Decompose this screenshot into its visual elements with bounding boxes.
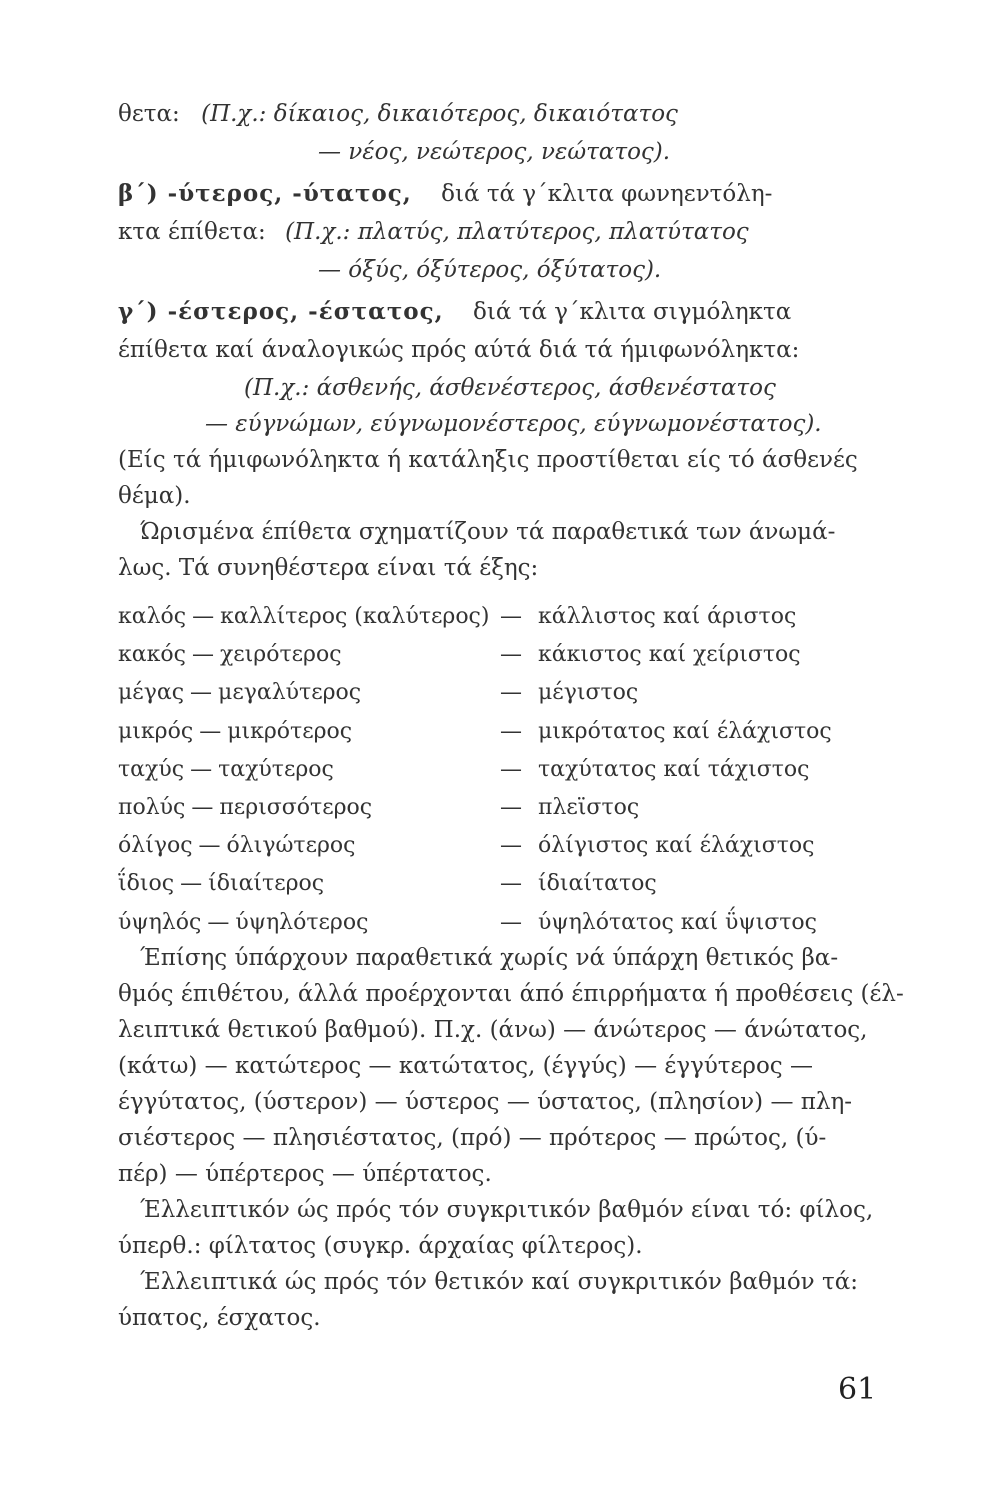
text-line (118, 218, 749, 246)
paragraph-line: ύπερθ.: φίλτατος (συγκρ. άρχαίας φίλτερος). (118, 1233, 643, 1259)
positive-degree: καλός (118, 604, 187, 629)
superlative-degree: μέγιστος (538, 680, 639, 706)
text-line (118, 180, 772, 208)
paragraph-line: θμός έπιθέτου, άλλά προέρχονται άπό έπιρρήματα ή προθέσεις (έλ- (118, 981, 904, 1007)
dash-separator: — (191, 795, 214, 820)
paragraph-line: Έπίσης ύπάρχουν παραθετικά χωρίς νά ύπάρχη θετικός βα- (140, 945, 839, 971)
dash-separator: — (500, 680, 522, 706)
dash-separator: — (190, 756, 213, 782)
superlative-degree: κάκιστος καί χείριστος (538, 642, 801, 668)
table-row (118, 833, 878, 861)
dash-separator: — (207, 909, 230, 935)
example-line: — εύγνώμων, εύγνωμονέστερος, εύγνωμονέστατος). (205, 411, 822, 437)
paragraph-line: λειπτικά θετικού βαθμού). Π.χ. (άνω) — άνώτερος — άνώτατος, (118, 1017, 868, 1043)
comparative-degree: ίδιαίτερος (208, 871, 325, 897)
example-line: (Π.χ.: άσθενής, άσθενέστερος, άσθενέστατος (244, 375, 776, 401)
line-segment: διά τά γ΄κλιτα σιγμόληκτα (472, 299, 792, 325)
positive-degree: ύψηλός (118, 909, 202, 935)
line-segment: θετα: (118, 101, 180, 127)
comparative-degree: όλιγώτερος (226, 833, 356, 859)
paragraph-line: Έλλειπτικά ώς πρός τόν θετικόν καί συγκριτικόν βαθμόν τά: (140, 1269, 858, 1295)
example-text: (Π.χ.: δίκαιος, δικαιότερος, δικαιότατος (201, 101, 678, 127)
dash-separator: — (500, 718, 522, 744)
superlative-degree: ίδιαίτατος (538, 871, 657, 897)
comparative-degree: μικρότερος (227, 718, 353, 744)
dash-separator: — (500, 604, 522, 629)
paragraph-line: ύπατος, έσχατος. (118, 1305, 321, 1331)
ending-heading: γ΄) -έστερος, -έστατος, (118, 298, 444, 325)
superlative-degree: ύψηλότατος καί ΰψιστος (538, 909, 817, 935)
superlative-degree: ταχύτατος καί τάχιστος (538, 756, 810, 782)
paragraph-line: σιέστερος — πλησιέστατος, (πρό) — πρότερος — πρώτος, (ύ- (118, 1125, 827, 1151)
comparative-degree: καλλίτερος (καλύτερος) (220, 604, 490, 629)
positive-degree: ΐδιος (118, 871, 175, 897)
ending-heading: β΄) -ύτερος, -ύτατος, (118, 180, 412, 207)
text-line: έπίθετα καί άναλογικώς πρός αύτά διά τά ήμιφωνόληκτα: (118, 337, 800, 363)
dash-separator: — (500, 909, 522, 935)
line-segment: κτα έπίθετα: (118, 219, 266, 245)
dash-separator: — (500, 795, 522, 820)
paragraph-line: Έλλειπτικόν ώς πρός τόν συγκριτικόν βαθμόν είναι τό: φίλος, (140, 1197, 874, 1223)
table-row (118, 910, 878, 938)
dash-separator: — (198, 833, 221, 859)
superlative-degree: όλίγιστος καί έλάχιστος (538, 833, 815, 859)
text-line (118, 100, 678, 128)
superlative-degree: μικρότατος καί έλάχιστος (538, 718, 832, 744)
dash-separator: — (500, 756, 522, 782)
example-line: — όξύς, όξύτερος, όξύτατος). (318, 257, 662, 283)
line-segment: διά τά γ΄κλιτα φωνηεντόλη- (441, 181, 773, 207)
text-line: Ώρισμένα έπίθετα σχηματίζουν τά παραθετικά των άνωμά- (140, 519, 836, 545)
comparative-degree: περισσότερος (219, 795, 373, 820)
superlative-degree: πλεϊστος (538, 795, 640, 820)
paragraph-line: (κάτω) — κατώτερος — κατώτατος, (έγγύς) — έγγύτερος — (118, 1053, 813, 1079)
dash-separator: — (500, 871, 522, 897)
dash-separator: — (500, 642, 522, 668)
table-row (118, 604, 878, 632)
positive-degree: μικρός (118, 718, 194, 744)
example-line: — νέος, νεώτερος, νεώτατος). (318, 139, 671, 165)
comparative-degree: μεγαλύτερος (218, 680, 362, 706)
table-row (118, 871, 878, 899)
table-row (118, 642, 878, 670)
positive-degree: όλίγος (118, 833, 193, 859)
text-line: θέμα). (118, 483, 191, 509)
text-line: λως. Τά συνηθέστερα είναι τά έξης: (118, 555, 539, 581)
positive-degree: ταχύς (118, 756, 185, 782)
dash-separator: — (199, 718, 222, 744)
positive-degree: μέγας (118, 680, 185, 706)
table-row (118, 719, 878, 747)
comparative-degree: ταχύτερος (218, 756, 334, 782)
example-text: (Π.χ.: πλατύς, πλατύτερος, πλατύτατος (285, 219, 749, 245)
paragraph-line: πέρ) — ύπέρτερος — ύπέρτατος. (118, 1161, 492, 1187)
dash-separator: — (192, 604, 215, 629)
dash-separator: — (180, 871, 203, 897)
comparative-degree: ύψηλότερος (235, 909, 369, 935)
superlative-degree: κάλλιστος καί άριστος (538, 604, 797, 629)
text-line: (Είς τά ήμιφωνόληκτα ή κατάληξις προστίθεται είς τό άσθενές (118, 447, 858, 473)
comparative-degree: χειρότερος (219, 642, 342, 668)
table-row (118, 680, 878, 708)
dash-separator: — (190, 680, 213, 706)
positive-degree: πολύς (118, 795, 186, 820)
dash-separator: — (500, 833, 522, 859)
text-line (118, 298, 791, 326)
table-row (118, 757, 878, 785)
paragraph-line: έγγύτατος, (ύστερον) — ύστερος — ύστατος, (πλησίον) — πλη- (118, 1089, 853, 1115)
positive-degree: κακός (118, 642, 186, 668)
page-number: 61 (838, 1372, 877, 1407)
table-row (118, 795, 878, 823)
dash-separator: — (191, 642, 214, 668)
